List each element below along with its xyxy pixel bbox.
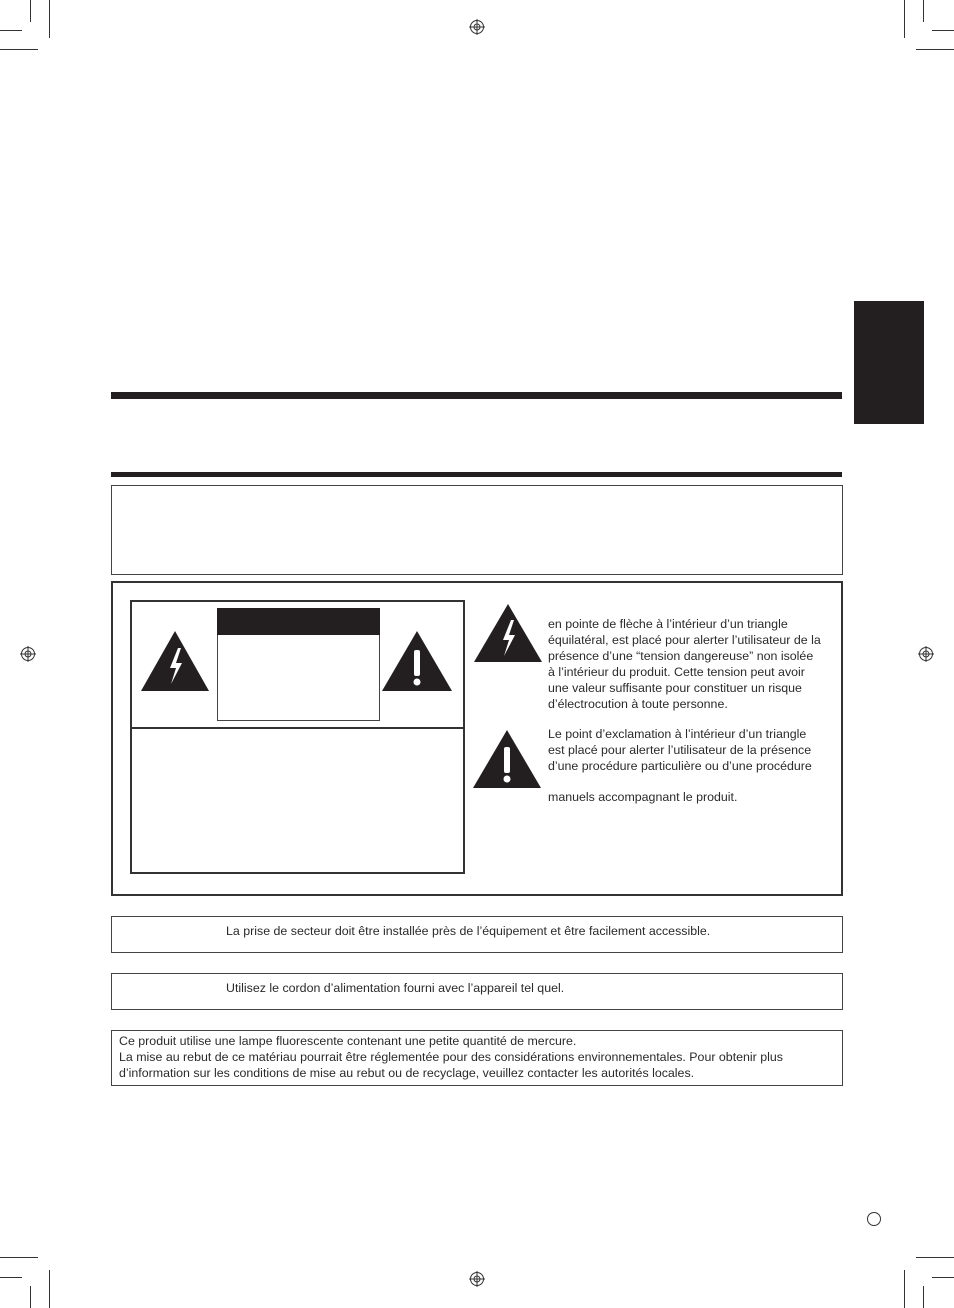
exclamation-description-end: manuels accompagnant le produit. <box>548 790 738 804</box>
mercury-notice-line1: Ce produit utilise une lampe fluorescente contenant une petite quantité de mercure. <box>119 1034 577 1048</box>
lightning-triangle-icon <box>140 630 210 692</box>
lightning-description <box>548 616 838 712</box>
crop-mark-tl-h3 <box>0 30 22 31</box>
mercury-notice <box>119 1033 837 1081</box>
crop-mark-tl-v2 <box>30 0 31 22</box>
lightning-description-line: une valeur suffisante pour constituer un risque <box>548 681 802 695</box>
crop-mark-bl-v <box>49 1270 50 1308</box>
section-rule-top <box>111 392 842 399</box>
lightning-description-line: présence d’une “tension dangereuse” non isolée <box>548 649 814 663</box>
exclamation-description <box>548 726 838 774</box>
crop-mark-bl-v2 <box>30 1286 31 1308</box>
exclamation-description-line: est placé pour alerter l’utilisateur de la présence <box>548 743 812 757</box>
registration-mark-icon <box>469 19 485 35</box>
power-cord-note: Utilisez le cordon d’alimentation fourni avec l’appareil tel quel. <box>226 981 565 995</box>
crop-mark-br-v2 <box>923 1286 924 1308</box>
crop-mark-tr-h <box>916 49 954 50</box>
info-box <box>111 485 843 575</box>
crop-mark-br-h <box>916 1257 954 1258</box>
lightning-description-line: à l’intérieur du produit. Cette tension peut avoir <box>548 665 805 679</box>
outlet-note: La prise de secteur doit être installée près de l’équipement et être facilement accessible. <box>226 924 711 938</box>
registration-mark-icon <box>918 646 934 662</box>
exclamation-description-line: Le point d’exclamation à l’intérieur d’un triangle <box>548 727 807 741</box>
crop-mark-tl-h <box>0 49 38 50</box>
crop-mark-tl-v <box>49 0 50 38</box>
section-rule-bottom <box>111 472 842 477</box>
exclamation-triangle-icon <box>472 729 542 789</box>
mercury-notice-line2: La mise au rebut de ce matériau pourrait être réglementée pour des considérations environnementales. Pour obtenir plus d’information sur les conditions de mise au rebut ou de recyclage, veuillez contacter les autorités locales. <box>119 1050 783 1080</box>
caution-header-bar <box>217 608 380 635</box>
crop-mark-br-v <box>904 1270 905 1308</box>
registration-mark-icon <box>469 1271 485 1287</box>
crop-mark-br-h3 <box>932 1277 954 1278</box>
page-number-circle <box>867 1212 881 1226</box>
crop-mark-bl-h <box>0 1257 38 1258</box>
caution-label-divider <box>130 727 465 729</box>
registration-mark-icon <box>20 646 36 662</box>
crop-mark-tr-v2 <box>923 0 924 22</box>
lightning-triangle-icon <box>473 603 543 663</box>
crop-mark-bl-h3 <box>0 1277 22 1278</box>
crop-mark-tr-v <box>904 0 905 38</box>
lightning-description-line: équilatéral, est placé pour alerter l’utilisateur de la <box>548 633 821 647</box>
lightning-description-line: d’électrocution à toute personne. <box>548 697 728 711</box>
exclamation-description-line: d’une procédure particulière ou d’une procédure <box>548 759 812 773</box>
lightning-description-line: en pointe de flèche à l’intérieur d’un triangle <box>548 617 788 631</box>
exclamation-triangle-icon <box>381 630 453 692</box>
crop-mark-tr-h3 <box>932 30 954 31</box>
language-tab <box>854 301 924 424</box>
